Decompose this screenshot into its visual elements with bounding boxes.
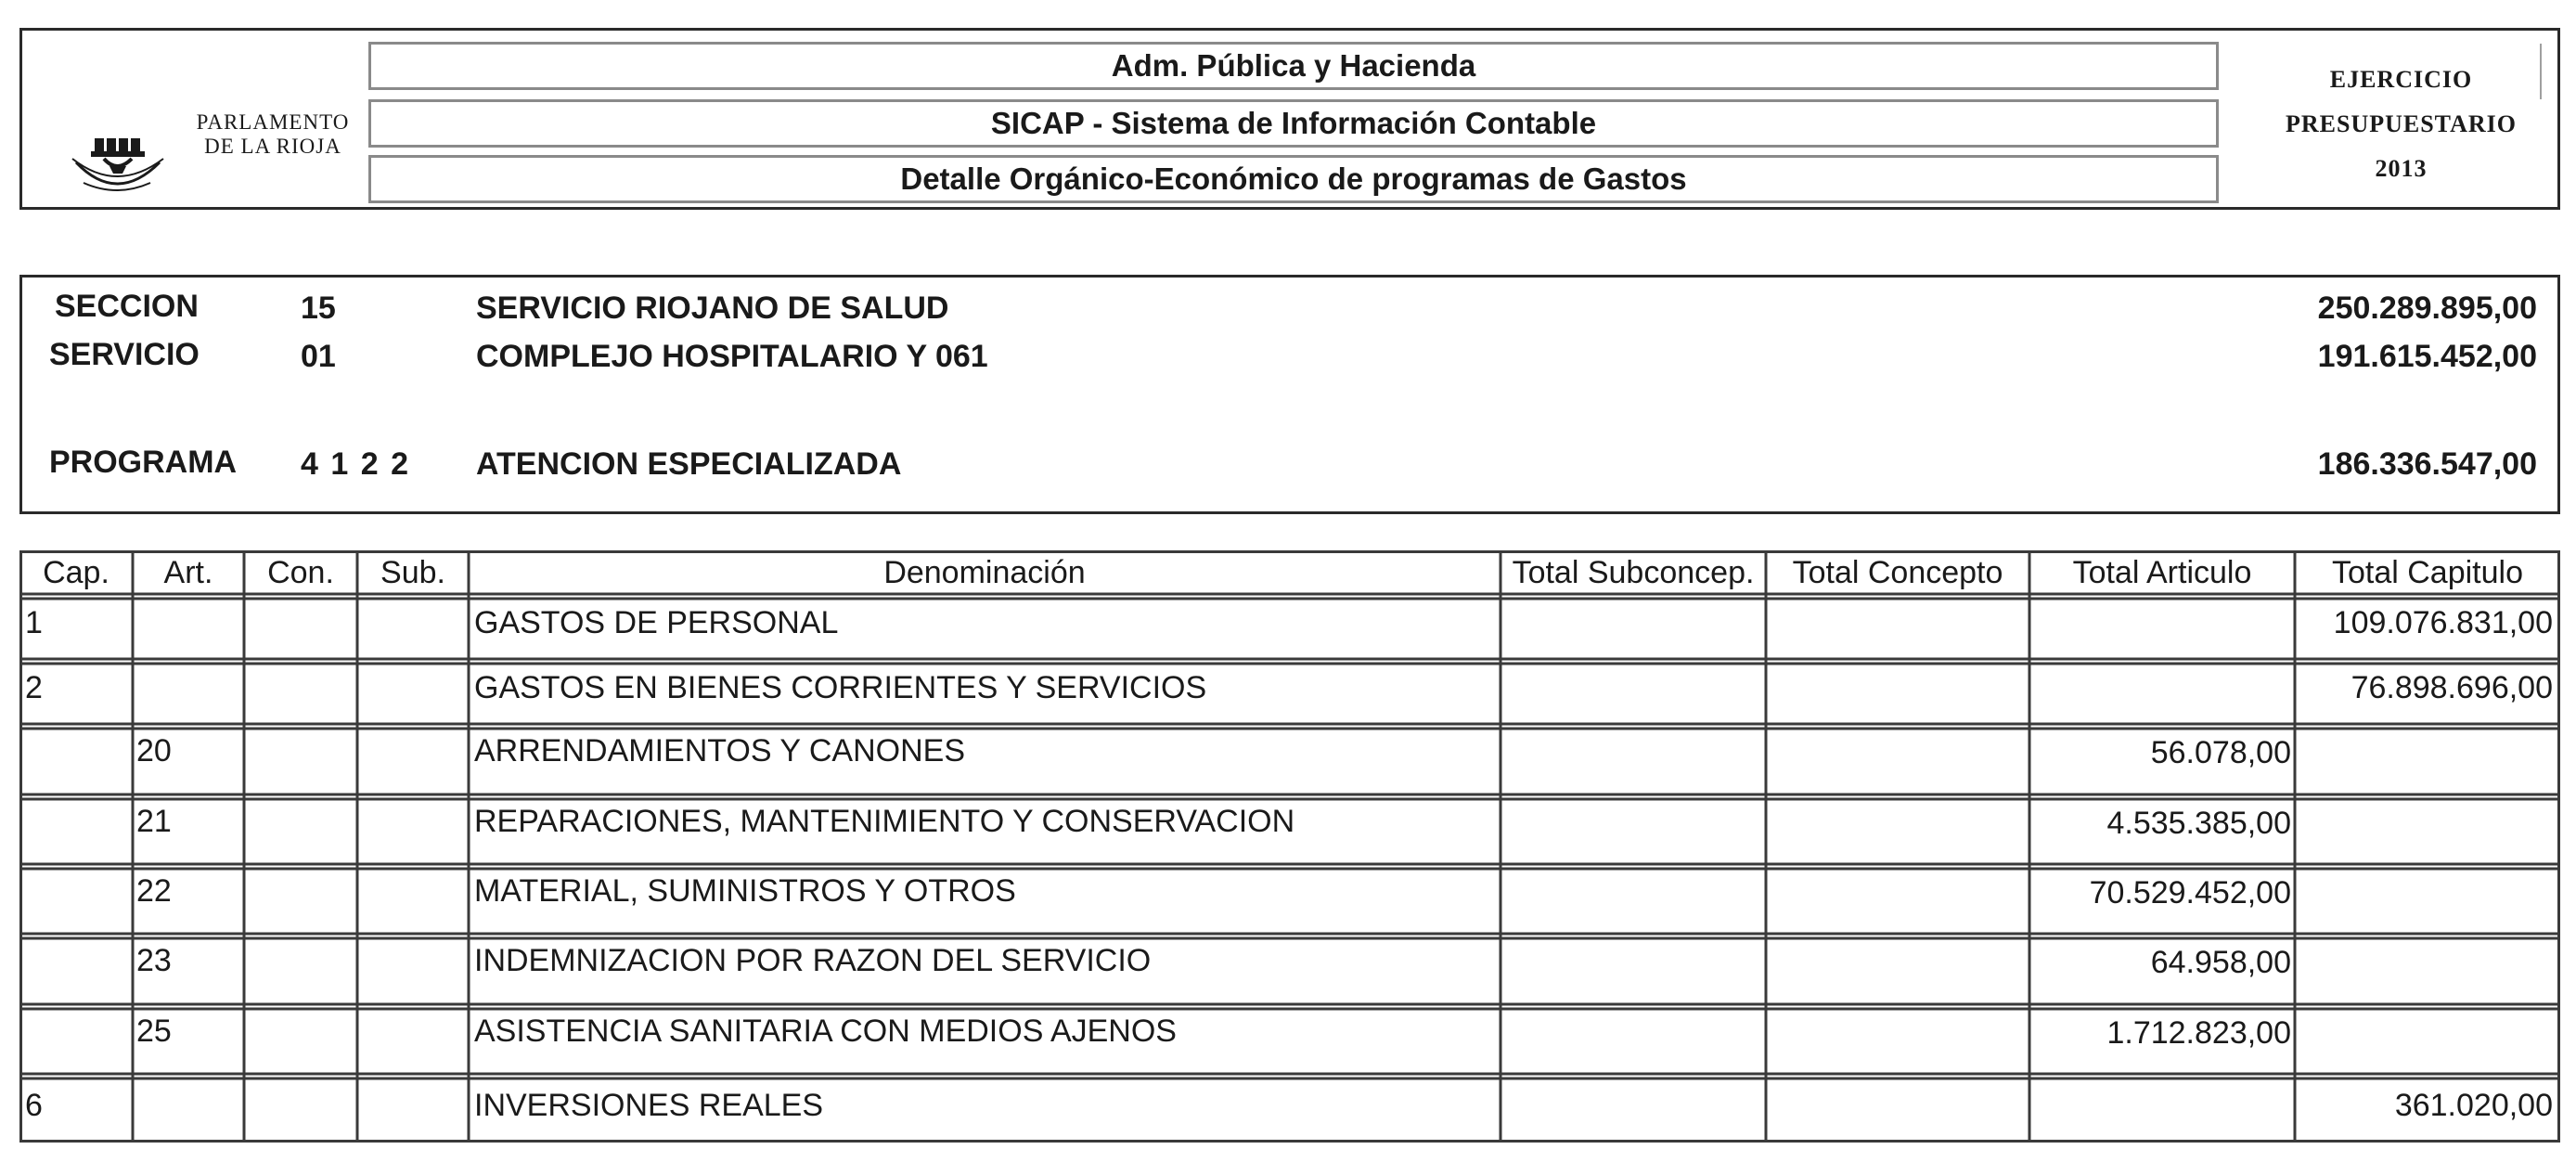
row-total-articulo: 70.529.452,00 <box>2089 875 2291 910</box>
servicio-name: COMPLEJO HOSPITALARIO Y 061 <box>476 339 988 374</box>
row-denominacion: ASISTENCIA SANITARIA CON MEDIOS AJENOS <box>474 1014 1177 1049</box>
row-cap: 1 <box>25 605 43 640</box>
seccion-amount: 250.289.895,00 <box>2317 291 2537 326</box>
header-divider <box>2540 44 2542 99</box>
row-total-capitulo: 109.076.831,00 <box>2333 605 2553 640</box>
table-grid <box>19 550 2560 1143</box>
header-art: Art. <box>163 555 213 590</box>
servicio-amount: 191.615.452,00 <box>2317 339 2537 374</box>
presupuestario-label: PRESUPUESTARIO <box>2285 110 2517 137</box>
row-denominacion: ARRENDAMIENTOS Y CANONES <box>474 733 966 768</box>
header-denominacion: Denominación <box>883 555 1086 590</box>
row-total-articulo: 56.078,00 <box>2150 735 2291 770</box>
servicio-label: SERVICIO <box>49 337 200 372</box>
programa-label: PROGRAMA <box>49 445 238 480</box>
row-art: 25 <box>136 1014 172 1049</box>
row-denominacion: GASTOS DE PERSONAL <box>474 605 839 640</box>
logo-text <box>171 110 375 159</box>
programa-amount: 186.336.547,00 <box>2317 446 2537 482</box>
row-denominacion: GASTOS EN BIENES CORRIENTES Y SERVICIOS <box>474 670 1207 705</box>
row-art: 20 <box>136 733 172 768</box>
seccion-label: SECCION <box>55 289 199 324</box>
row-total-articulo: 64.958,00 <box>2150 945 2291 980</box>
parliament-logo-icon <box>50 105 171 207</box>
row-art: 22 <box>136 873 172 909</box>
seccion-code: 15 <box>301 291 336 326</box>
title-department: Adm. Pública y Hacienda <box>368 42 2219 90</box>
header-total-concepto: Total Concepto <box>1792 555 2003 590</box>
row-total-articulo: 4.535.385,00 <box>2106 806 2291 841</box>
row-denominacion: REPARACIONES, MANTENIMIENTO Y CONSERVACION <box>474 804 1295 839</box>
title-system: SICAP - Sistema de Información Contable <box>368 99 2219 148</box>
header-total-subconcepto: Total Subconcep. <box>1512 555 1755 590</box>
row-art: 21 <box>136 804 172 839</box>
header-total-capitulo: Total Capitulo <box>2331 555 2523 590</box>
row-denominacion: INVERSIONES REALES <box>474 1088 824 1123</box>
row-cap: 6 <box>25 1088 43 1123</box>
logo-line-2: DE LA RIOJA <box>204 135 341 158</box>
row-total-capitulo: 361.020,00 <box>2394 1088 2553 1123</box>
summary-box <box>19 275 2560 514</box>
seccion-name: SERVICIO RIOJANO DE SALUD <box>476 291 949 326</box>
row-total-articulo: 1.712.823,00 <box>2106 1015 2291 1051</box>
row-denominacion: INDEMNIZACION POR RAZON DEL SERVICIO <box>474 943 1152 978</box>
header-total-articulo: Total Articulo <box>2072 555 2252 590</box>
programa-code: 4 1 2 2 <box>301 446 408 482</box>
ejercicio-block <box>2241 31 2561 207</box>
ejercicio-year: 2013 <box>2375 155 2428 182</box>
row-denominacion: MATERIAL, SUMINISTROS Y OTROS <box>474 873 1016 909</box>
servicio-code: 01 <box>301 339 336 374</box>
logo-line-1: PARLAMENTO <box>196 110 350 134</box>
header-con: Con. <box>267 555 334 590</box>
expense-table <box>19 550 2560 1143</box>
logo-area <box>22 31 367 207</box>
header-sub: Sub. <box>380 555 445 590</box>
row-cap: 2 <box>25 670 43 705</box>
programa-name: ATENCION ESPECIALIZADA <box>476 446 902 482</box>
ejercicio-label: EJERCICIO <box>2329 66 2473 93</box>
row-total-capitulo: 76.898.696,00 <box>2351 670 2553 705</box>
report-header <box>19 28 2560 210</box>
title-report: Detalle Orgánico-Económico de programas de Gastos <box>368 155 2219 203</box>
row-art: 23 <box>136 943 172 978</box>
header-cap: Cap. <box>43 555 109 590</box>
